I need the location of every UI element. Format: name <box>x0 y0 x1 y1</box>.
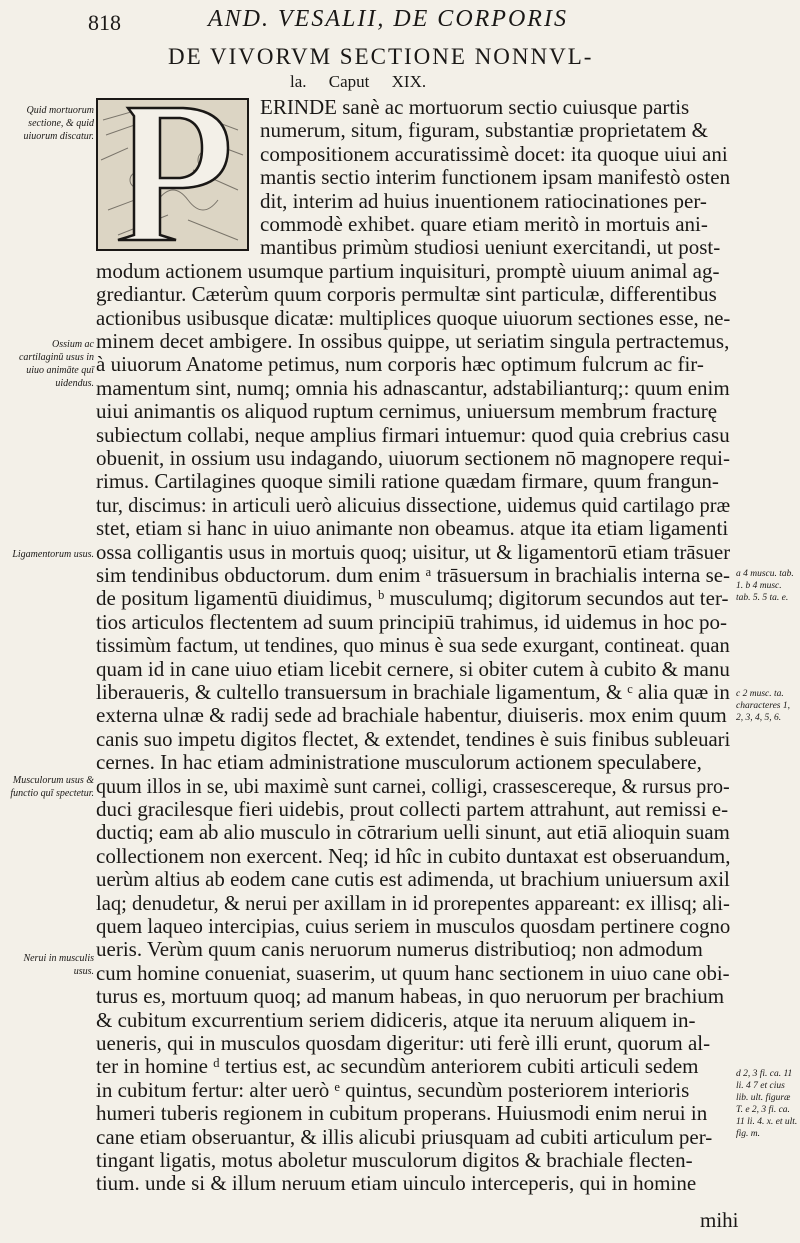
margin-note-left: Ligamentorum usus. <box>12 549 94 560</box>
text-line: ductiq; eam ab alio musculo in cōtrarium uelli sinunt, aut etiā alioquin suam <box>96 820 730 845</box>
text-line: ERINDE sanè ac mortuorum sectio cuiusque partis <box>260 95 690 119</box>
decorated-initial-icon <box>96 98 249 251</box>
text-line: tium. unde si & illum neruum etiam uinculo interceperis, qui in homine <box>96 1171 697 1196</box>
text-line: ueneris, qui in musculos quosdam digeritur: uti ferè illi erunt, quorum al- <box>96 1031 711 1055</box>
text-line: quem laqueo intercipias, cuius seriem in musculos quosdam pertinere cogno <box>96 914 731 938</box>
margin-note-left: Ossium ac cartilaginū usus in uiuo animāte quī uidendus. <box>18 339 94 389</box>
text-line: rimus. Cartilagines quoque simili ratione quædam firmare, quum frangun- <box>96 469 719 494</box>
text-line: quum illos in se, ubi maximè sunt carnei, colligi, crassescereque, & rursus pro- <box>96 773 730 798</box>
text-line: uiui animantis os aliquod ruptum cernimus, uniuersum membrum fracturę <box>96 399 718 424</box>
text-line: liberaueris, & cultello transuersum in brachiale ligamentum, & ᶜ alia quæ in <box>96 680 730 704</box>
text-line: commodè exhibet. quare etiam meritò in mortuis ani- <box>260 212 708 236</box>
text-line: duci gracilesque fieri uidebis, prout collecti partem attrahunt, aut remissi e- <box>96 797 729 821</box>
text-line: laq; denudetur, & nerui per axillam in id prorepentes appareant: ex illisq; ali- <box>96 890 730 915</box>
text-line: turus es, mortuum quoq; ad manum habeas, in quo neruorum per brachium <box>96 984 725 1009</box>
text-line: ossa colligantis usus in mortuis quoq; uisitur, ut & ligamentorū etiam trāsuer <box>96 539 731 564</box>
text-line: obuenit, in ossium usu indagando, uiuorum sectionem nō magnopere requi- <box>96 446 730 470</box>
margin-note-left: Nerui in musculis usus. <box>23 953 94 977</box>
text-line: cane etiam obseruantur, & illis alicubi priusquam ad cubiti articulum per- <box>96 1124 713 1149</box>
text-line: de positum ligamentū diuidimus, ᵇ musculumq; digitorum secundos aut ter- <box>96 586 729 611</box>
text-line: canis suo impetu digitos flectet, & extendet, tendines è suis finibus subleuari <box>96 726 731 751</box>
text-line: modum actionem usumque partium inquisituri, promptè uiuum animal ag- <box>96 258 720 283</box>
text-line: grediantur. Cæterùm quum corporis permultæ sint particulæ, differentibus <box>96 282 717 307</box>
text-line: cernes. In hac etiam administratione musculorum actionem speculabere, <box>96 750 702 775</box>
text-line: actionibus usibusque dicatæ: multiplices quoque uiuorum sectiones esse, ne- <box>96 305 731 330</box>
text-line: externa ulnæ & radij sede ad brachiale habentur, diuiseris. mox enim quum <box>96 703 727 728</box>
text-line: cum homine conueniat, suaserim, ut quum hanc sectionem in uiuo cane obi- <box>96 960 730 985</box>
text-line: subiectum collabi, neque amplius firmari intuemur: quod quia crebrius casu <box>96 422 730 447</box>
margin-note-left: Musculorum usus & functio quī spectetur. <box>10 775 94 799</box>
margin-note-right: d 2, 3 fi. ca. 11 li. 4 7 et cius lib. ult. figuræ T. e 2, 3 fi. ca. 11 li. 4. x. et ult. fig. m. <box>736 1069 798 1139</box>
text-line: ueris. Verùm quum canis neruorum numerus distributioq; non admodum <box>96 937 703 962</box>
text-line: sim tendinibus obductorum. dum enim ᵃ trāsuersum in brachialis interna se- <box>96 563 731 587</box>
text-line: stet, etiam si hanc in uiuo animante non obeamus. atque ita etiam ligamenti <box>96 516 729 541</box>
text-line: ter in homine ᵈ tertius est, ac secundùm anteriorem cubiti articuli sedem <box>96 1054 699 1079</box>
text-line: in cubitum fertur: alter uerò ᵉ quintus, secundùm posteriorem interioris <box>96 1077 690 1102</box>
text-line: tingant ligatis, motus aboletur musculorum digitos & brachiale flecten- <box>96 1148 693 1172</box>
page-number: 818 <box>88 10 121 35</box>
text-line: tissimùm factum, ut tendines, quo minus è sua sede exurgant, contineat. quan <box>96 633 730 658</box>
text-line: mantis sectio interim functionem ipsam manifestò osten <box>260 165 731 190</box>
text-line: dit, interim ad huius inuentionem ratiocinationes per- <box>260 188 707 213</box>
text-line: tios articulos flectentem ad suum principiū trahimus, id uidemus in hoc po- <box>96 609 728 634</box>
chapter-title: DE VIVORVM SECTIONE NONNVL- <box>168 44 594 69</box>
text-line: & cubitum excurrentium seriem didiceris, atque ita neruum aliquem in- <box>96 1007 696 1032</box>
text-line: mamentum sint, numq; omnia his adnascantur, adstabilianturq;: quum enim <box>96 375 730 400</box>
text-line: uerùm altius ab eodem cane cutis est adimenda, ut brachium uniuersum axil <box>96 867 730 892</box>
text-line: minem decet ambigere. In ossibus quippe, ut seriatim singula pertractemus, <box>96 329 730 353</box>
chapter-subtitle: la. Caput XIX. <box>290 72 427 91</box>
running-title: AND. VESALII, DE CORPORIS <box>208 6 568 32</box>
text-line: à uiuorum Anatome petimus, num corporis hæc optimum fulcrum ac fir- <box>96 352 704 377</box>
text-line: numerum, situm, figuram, substantiæ proprietatem & <box>260 118 708 143</box>
text-line: collectionem non exercent. Neq; id hîc in cubito duntaxat est obseruandum, <box>96 843 731 868</box>
text-line: mantibus primùm studiosi ueniunt exercitandi, ut post- <box>260 235 721 260</box>
text-line: humeri tuberis regionem in cubitum properans. Huiusmodi enim nerui in <box>96 1101 708 1126</box>
text-line: tur, discimus: in articuli uerò alicuius dissectione, uidemus quid cartilago præ <box>96 492 731 517</box>
margin-note-left: Quid mortuorum sectione, & quid uiuorum discatur. <box>23 105 94 142</box>
text-line: quam id in cane uiuo etiam licebit cernere, si obiter cutem à cubito & manu <box>96 656 730 681</box>
margin-note-right: c 2 musc. ta. characteres 1, 2, 3, 4, 5, 6. <box>736 689 790 723</box>
margin-note-right: a 4 muscu. tab. 1. b 4 musc. tab. 5. 5 ta. e. <box>736 569 794 603</box>
text-line: compositionem accuratissimè docet: ita quoque uiui ani <box>260 141 728 166</box>
catchword: mihi <box>700 1208 739 1232</box>
